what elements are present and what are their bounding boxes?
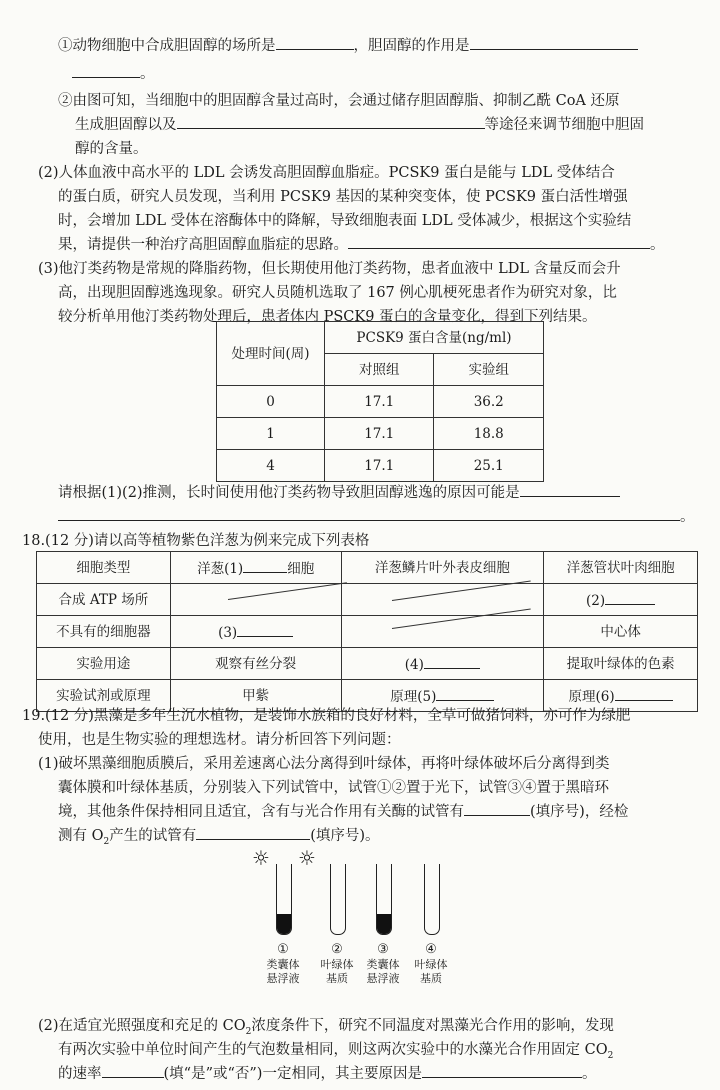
answer-blank[interactable] [243, 556, 287, 573]
q17-s2-line1: (2)人体血液中高水平的 LDL 会诱发高胆固醇血脂症。PCSK9 蛋白是能与 LDL 受体结合 [38, 165, 615, 181]
answer-blank[interactable] [276, 33, 354, 50]
q17-s3-line3: 较分析单用他汀类药物处理后，患者体内 PSCK9 蛋白的含量变化，得到下列结果。 [58, 309, 597, 325]
col-header-time: 处理时间(周) [217, 322, 325, 386]
table-row: 不具有的细胞器 (3) 中心体 [37, 616, 698, 648]
sun-icon: ☼ [252, 846, 270, 870]
test-tube-1 [276, 864, 292, 935]
onion-table [36, 551, 698, 712]
table-row: 实验用途 观察有丝分裂 (4) 提取叶绿体的色素 [37, 648, 698, 680]
answer-blank[interactable] [177, 112, 485, 129]
tube-label: 叶绿体 基质 [320, 958, 354, 985]
q17-s2-line3: 时，会增加 LDL 受体在溶酶体中的降解，导致细胞表面 LDL 受体减少，根据这个实验结 [58, 213, 632, 229]
q17-s2-line4: 果，请提供一种治疗高胆固醇血脂症的思路。 。 [58, 232, 665, 259]
q18-title: 18.(12 分)请以高等植物紫色洋葱为例来完成下列表格 [22, 533, 370, 549]
answer-blank[interactable] [436, 684, 494, 701]
q17-p2-line3: 醇的含量。 [75, 141, 148, 157]
answer-blank[interactable] [58, 504, 680, 521]
answer-blank[interactable] [424, 652, 480, 669]
test-tube-3 [376, 864, 392, 935]
answer-blank[interactable] [470, 33, 638, 50]
q17-s3-line2: 高，出现胆固醇逃逸现象。研究人员随机选取了 167 例心肌梗死患者作为研究对象，比 [58, 285, 617, 301]
q17-infer-line: 请根据(1)(2)推测，长时间使用他汀类药物导致胆固醇逃逸的原因可能是 [58, 480, 620, 507]
q19-s1-line2: 囊体膜和叶绿体基质，分别装入下列试管中，试管①②置于光下，试管③④置于黑暗环 [58, 780, 609, 796]
q17-s3-line1: (3)他汀类药物是常规的降脂药物，但长期使用他汀类药物，患者血液中 LDL 含量反而会升 [38, 261, 621, 277]
answer-blank[interactable] [102, 1061, 164, 1078]
table-row: 4 17.1 25.1 [217, 450, 544, 482]
tube-number: ③ [377, 942, 389, 957]
q17-infer-line2: 。 [58, 504, 695, 531]
answer-blank[interactable] [605, 588, 655, 605]
tube-number: ① [277, 942, 289, 957]
q19-s1-line4: 测有 $O_2$产生的试管有 (填序号)。 [58, 823, 380, 850]
col-header-experiment: 实验组 [434, 354, 544, 386]
answer-blank[interactable] [520, 480, 620, 497]
q17-p2-line2: 生成胆固醇以及 等途径来调节细胞中胆固 [75, 112, 644, 139]
q17-p1-line2: 。 [72, 61, 155, 88]
q19-s2-line1: (2)在适宜光照强度和充足的 $CO_2$浓度条件下，研究不同温度对黑藻光合作用的影响，发现 [38, 1018, 614, 1037]
sun-icon: ☼ [298, 846, 316, 870]
table-row: 合成 ATP 场所 (2) [37, 584, 698, 616]
answer-blank[interactable] [237, 620, 293, 637]
answer-blank[interactable] [615, 684, 673, 701]
tube-number: ④ [425, 942, 437, 957]
answer-blank[interactable] [422, 1061, 582, 1078]
q17-p1-line1: ①动物细胞中合成胆固醇的场所是 ，胆固醇的作用是 [58, 33, 638, 60]
answer-blank[interactable] [196, 823, 310, 840]
test-tube-figure [240, 842, 480, 1002]
q19-line2: 使用，也是生物实验的理想选材。请分析回答下列问题： [38, 732, 401, 748]
table-header-row: 细胞类型 洋葱(1) 细胞 洋葱鳞片叶外表皮细胞 洋葱管状叶肉细胞 [37, 552, 698, 584]
table-row: 0 17.1 36.2 [217, 386, 544, 418]
q19-line1: 19.(12 分)黑藻是多年生沉水植物，是装饰水族箱的良好材料，全草可做猪饲料，亦可作为绿肥 [22, 708, 631, 724]
table-row: 1 17.1 18.8 [217, 418, 544, 450]
q17-p2-line1: ②由图可知，当细胞中的胆固醇含量过高时，会通过储存胆固醇脂、抑制乙酰 CoA 还原 [58, 93, 620, 109]
tube-label: 类囊体 悬浮液 [366, 958, 400, 985]
tube-label: 叶绿体 基质 [414, 958, 448, 985]
answer-blank[interactable] [72, 61, 140, 78]
q17-s2-line2: 的蛋白质，研究人员发现，当利用 PCSK9 基因的某种突变体，使 PCSK9 蛋白活性增强 [58, 189, 628, 205]
tube-label: 类囊体 悬浮液 [266, 958, 300, 985]
table-row: 实验试剂或原理 甲紫 原理(5) 原理(6) [37, 680, 698, 712]
q19-s1-line3: 境，其他条件保持相同且适宜，含有与光合作用有关酶的试管有 (填序号)，经检 [58, 799, 628, 826]
answer-blank[interactable] [464, 799, 530, 816]
q19-s2-line3: 的速率 (填“是”或“否”)一定相同，其主要原因是 。 [58, 1061, 596, 1088]
q19-s2-line2: 有两次实验中单位时间产生的气泡数量相同，则这两次实验中的水藻光合作用固定 $CO_2$ [58, 1042, 614, 1061]
test-tube-2 [330, 864, 346, 935]
col-header-group: PCSK9 蛋白含量(ng/ml) [325, 322, 544, 354]
col-header-control: 对照组 [325, 354, 434, 386]
pcsk9-table [216, 321, 544, 482]
q19-s1-line1: (1)破坏黑藻细胞质膜后，采用差速离心法分离得到叶绿体，再将叶绿体破坏后分离得到类 [38, 756, 610, 772]
answer-blank[interactable] [348, 232, 650, 249]
test-tube-4 [424, 864, 440, 935]
tube-number: ② [331, 942, 343, 957]
